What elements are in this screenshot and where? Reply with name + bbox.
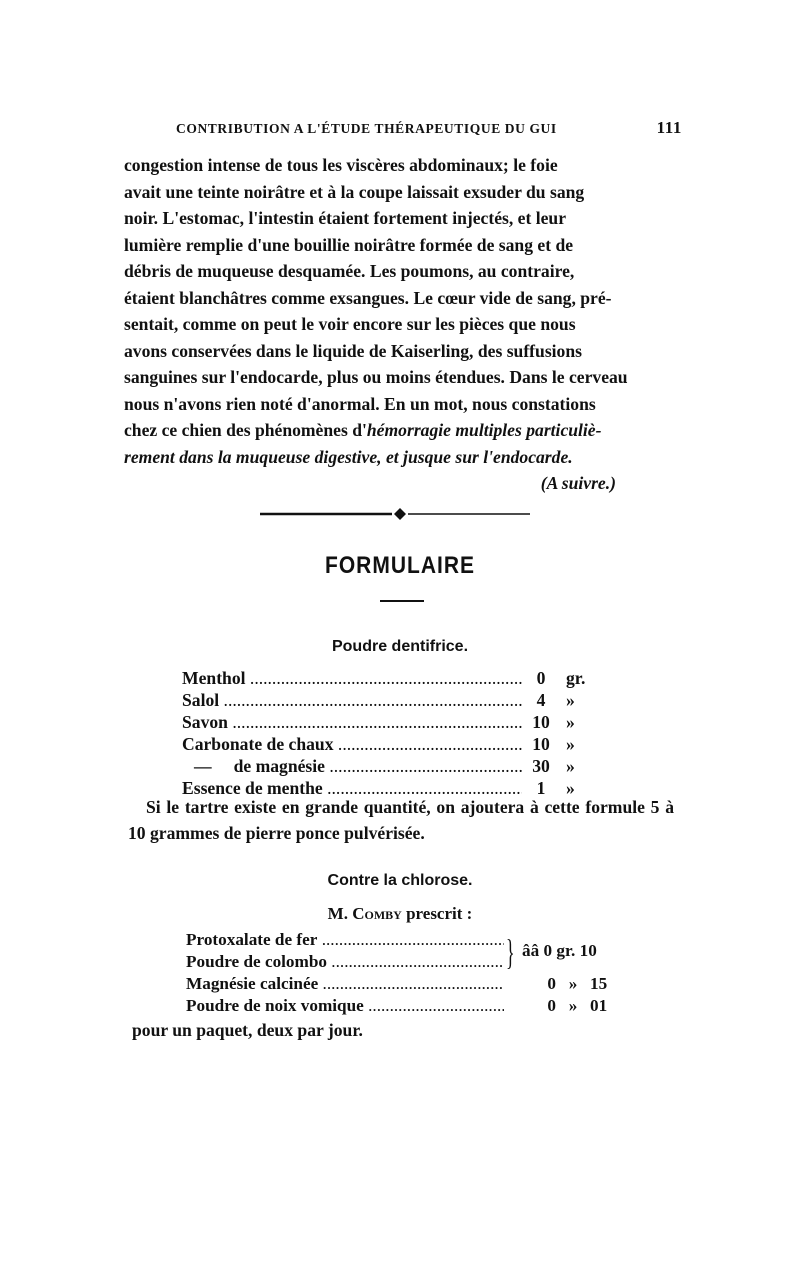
running-head-title: CONTRIBUTION A L'ÉTUDE THÉRAPEUTIQUE DU GUI xyxy=(176,121,557,136)
italic-line: rement dans la muqueuse digestive, et jusque sur l'endocarde. xyxy=(124,446,573,467)
brace-group xyxy=(186,930,630,974)
dose-ditto: » xyxy=(568,996,578,1015)
prescriber-line xyxy=(0,904,800,924)
ingredient-qty: 30 xyxy=(532,756,550,776)
ingredient-qty: 10 xyxy=(532,712,550,732)
dose-ditto: » xyxy=(568,974,578,993)
to-be-continued: (A suivre.) xyxy=(540,473,616,493)
text-line: congestion intense de tous les viscères abdominaux; le foie xyxy=(124,155,558,175)
recipe-row xyxy=(182,756,606,778)
title-rule xyxy=(380,600,424,602)
ingredient-name: — de magnésie ..... xyxy=(182,756,522,777)
text-line: nous n'avons rien noté d'anormal. En un mot, nous constations xyxy=(124,393,596,414)
ingredient-name: Poudre de colombo ..... xyxy=(186,952,504,972)
ingredient-qty: 4 xyxy=(536,690,546,710)
ingredient-unit: » xyxy=(566,756,575,776)
dentifrice-note: Si le tartre existe en grande quantité, on ajoutera à cette formule 5 à 10 grammes de pierre ponce pulvérisée. xyxy=(128,797,674,843)
ingredient-qty: 10 xyxy=(532,734,550,754)
chlorose-recipe xyxy=(186,930,630,1018)
ingredient-name: Protoxalate de fer ..... xyxy=(186,930,504,950)
ingredient-unit: » xyxy=(566,690,575,710)
text-line xyxy=(124,417,672,444)
prescriber-name: Comby xyxy=(352,904,402,923)
dose-grams: 0 xyxy=(547,974,556,993)
recipe-row xyxy=(186,996,630,1018)
dose-centigrams: 15 xyxy=(590,974,608,993)
ingredient-name: Salol ..... xyxy=(182,690,522,711)
closing-line: pour un paquet, deux par jour. xyxy=(132,1020,363,1040)
text-line: lumière remplie d'une bouillie noirâtre formée de sang et de xyxy=(124,234,574,255)
page-number: 111 xyxy=(656,118,682,137)
recipe-row xyxy=(182,712,606,734)
text-line: sanguines sur l'endocarde, plus ou moins étendues. Dans le cerveau xyxy=(124,367,628,387)
ingredient-name: Savon ..... xyxy=(182,712,522,733)
dentifrice-heading: Poudre dentifrice. xyxy=(331,638,469,655)
text-line: avait une teinte noirâtre et à la coupe laissait exsuder du sang xyxy=(124,181,585,202)
recipe-row xyxy=(182,690,606,712)
text-segment: chez ce chien des phénomènes d' xyxy=(124,420,367,440)
article-text xyxy=(124,152,672,497)
divider-ornament xyxy=(260,504,540,524)
section-title: FORMULAIRE xyxy=(325,552,475,579)
chlorose-heading: Contre la chlorose. xyxy=(327,872,473,889)
ingredient-name: Carbonate de chaux ..... xyxy=(182,734,522,755)
text-line: étaient blanchâtres comme exsangues. Le cœur vide de sang, pré- xyxy=(124,287,612,308)
ingredient-qty: 0 xyxy=(536,668,546,688)
brace-symbol: } xyxy=(506,932,515,972)
ingredient-unit: » xyxy=(566,778,575,798)
dose-grams: 0 xyxy=(547,996,556,1015)
ingredient-unit: » xyxy=(566,734,575,754)
dose-centigrams: 01 xyxy=(590,996,608,1015)
ingredient-name: Poudre de noix vomique ..... xyxy=(186,996,504,1016)
ingredient-name: Magnésie calcinée ..... xyxy=(186,974,504,994)
recipe-row xyxy=(182,734,606,756)
prescriber-suffix: prescrit : xyxy=(406,904,473,923)
text-line: sentait, comme on peut le voir encore sur les pièces que nous xyxy=(124,314,576,334)
text-line: débris de muqueuse desquamée. Les poumons, au contraire, xyxy=(124,261,575,281)
recipe-row xyxy=(186,974,630,996)
text-line: noir. L'estomac, l'intestin étaient fortement injectés, et leur xyxy=(124,208,567,228)
recipe-row xyxy=(182,668,606,690)
dentifrice-recipe xyxy=(182,668,606,800)
text-line: avons conservées dans le liquide de Kaiserling, des suffusions xyxy=(124,340,582,361)
running-head xyxy=(176,118,682,138)
ingredient-name: Menthol ..... xyxy=(182,668,522,689)
ingredient-unit: gr. xyxy=(566,668,586,688)
ingredient-qty: 1 xyxy=(536,778,546,798)
ingredient-name: Essence de menthe ..... xyxy=(182,778,522,799)
prescriber-prefix: M. xyxy=(327,904,348,923)
ingredient-unit: » xyxy=(566,712,575,732)
italic-text: hémorragie multiples particuliè- xyxy=(366,420,602,440)
shared-dose: ââ 0 gr. 10 xyxy=(522,941,597,960)
